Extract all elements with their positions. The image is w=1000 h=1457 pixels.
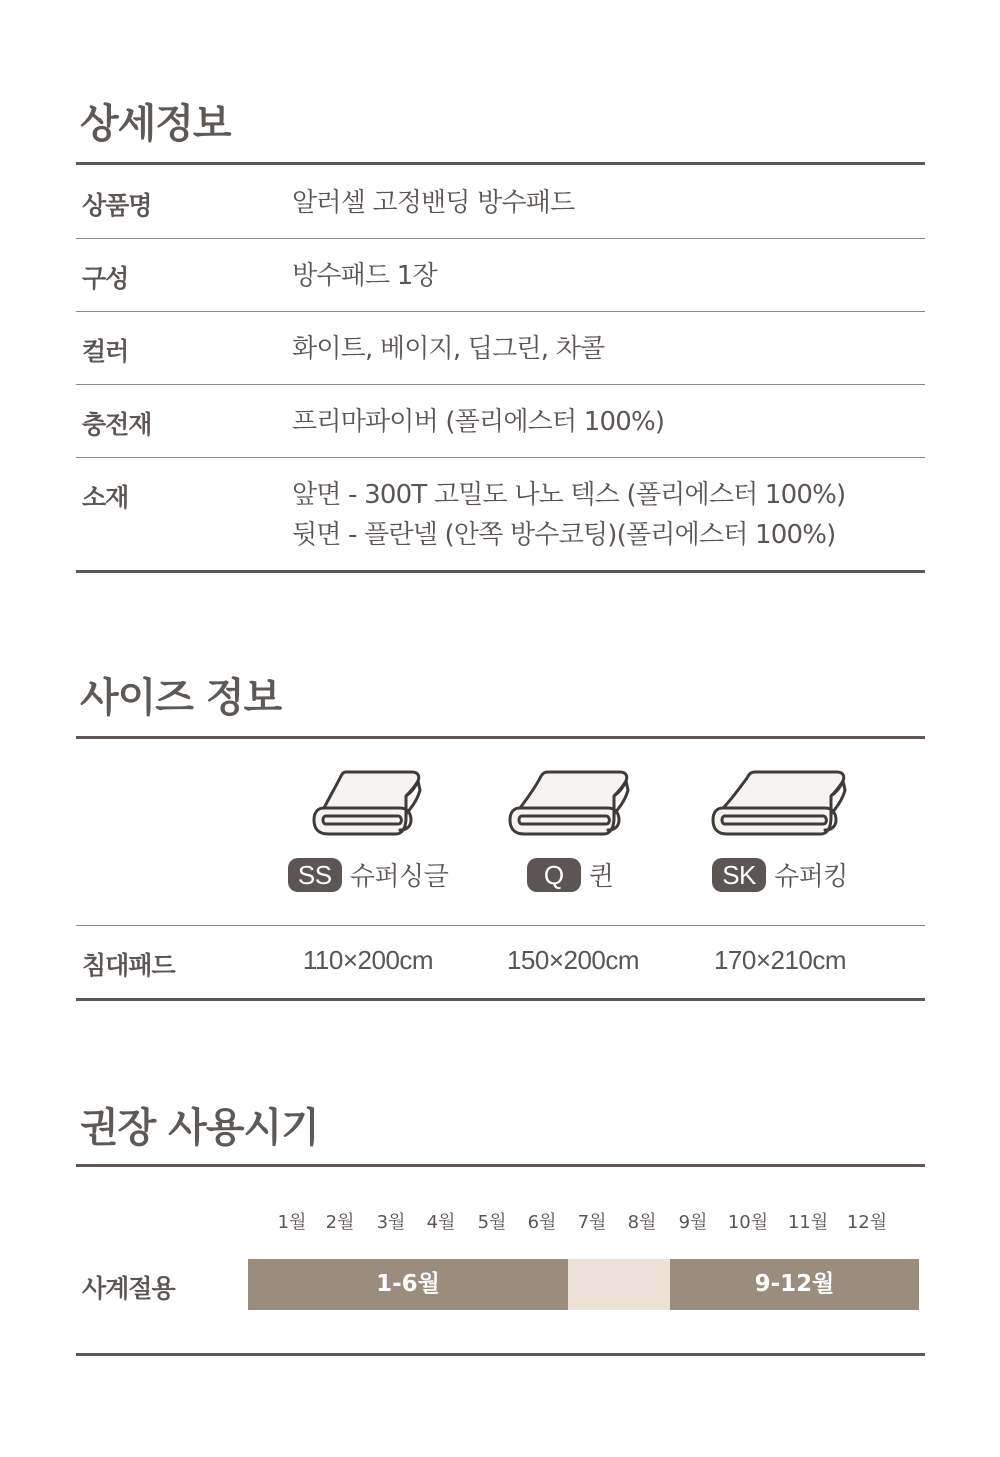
month-label: 3월	[376, 1212, 406, 1233]
month-label: 2월	[325, 1212, 355, 1233]
detail-label-color: 컬러	[82, 337, 129, 366]
size-divider	[76, 925, 925, 926]
size-option-sk	[680, 768, 880, 893]
size-name-sk	[680, 856, 880, 893]
size-top-divider	[76, 736, 925, 739]
season-bottom-divider	[76, 1353, 925, 1356]
size-label-q: 퀸	[588, 862, 614, 892]
detail-value-material-back: 뒷면 - 플란넬 (안쪽 방수코팅)(폴리에스터 100%)	[292, 520, 836, 550]
size-name-q	[470, 856, 670, 893]
month-label: 6월	[527, 1212, 557, 1233]
size-option-q	[470, 768, 670, 893]
detail-value-composition: 방수패드 1장	[292, 261, 437, 291]
size-dim-ss: 110×200cm	[302, 945, 434, 975]
folded-pad-icon	[711, 768, 849, 840]
size-option-ss	[268, 768, 468, 893]
detail-value-material-front: 앞면 - 300T 고밀도 나노 텍스 (폴리에스터 100%)	[292, 480, 846, 510]
detail-value-filling: 프리마파이버 (폴리에스터 100%)	[292, 407, 665, 437]
month-label: 4월	[426, 1212, 456, 1233]
size-row-label: 침대패드	[82, 951, 175, 980]
folded-pad-icon	[312, 768, 424, 840]
size-name-ss	[268, 856, 468, 893]
size-dim-sk: 170×210cm	[713, 945, 847, 975]
month-label: 1월	[277, 1212, 307, 1233]
season-row-label: 사계절용	[82, 1274, 175, 1303]
size-label-ss: 슈퍼싱글	[349, 862, 449, 892]
month-label: 10월	[727, 1212, 769, 1233]
size-badge-q: Q	[527, 858, 581, 892]
size-badge-ss: SS	[288, 858, 342, 892]
month-label: 11월	[787, 1212, 829, 1233]
season-bar: 9-12월	[670, 1259, 919, 1310]
folded-pad-icon	[508, 768, 632, 840]
detail-label-product-name: 상품명	[82, 191, 152, 220]
size-bottom-divider	[76, 998, 925, 1001]
month-label: 7월	[577, 1212, 607, 1233]
detail-label-filling: 충전재	[82, 410, 152, 439]
month-label: 5월	[477, 1212, 507, 1233]
detail-section-title: 상세정보	[80, 101, 231, 147]
season-bar: 1-6월	[248, 1259, 568, 1310]
detail-bottom-divider	[76, 570, 925, 573]
detail-divider	[76, 238, 925, 239]
season-top-divider	[76, 1164, 925, 1167]
month-label: 12월	[846, 1212, 888, 1233]
detail-divider	[76, 457, 925, 458]
detail-divider	[76, 384, 925, 385]
month-label: 9월	[678, 1212, 708, 1233]
detail-divider	[76, 311, 925, 312]
size-badge-sk: SK	[712, 858, 766, 892]
season-bar	[568, 1259, 670, 1310]
size-section-title: 사이즈 정보	[80, 675, 282, 721]
size-dim-q: 150×200cm	[506, 945, 640, 975]
size-label-sk: 슈퍼킹	[774, 862, 848, 892]
detail-label-material: 소재	[82, 483, 129, 512]
detail-value-color: 화이트, 베이지, 딥그린, 차콜	[292, 334, 605, 364]
detail-label-composition: 구성	[82, 264, 129, 293]
season-section-title: 권장 사용시기	[80, 1105, 319, 1151]
month-label: 8월	[627, 1212, 657, 1233]
detail-value-product-name: 알러셀 고정밴딩 방수패드	[292, 188, 575, 218]
detail-top-divider	[76, 162, 925, 165]
